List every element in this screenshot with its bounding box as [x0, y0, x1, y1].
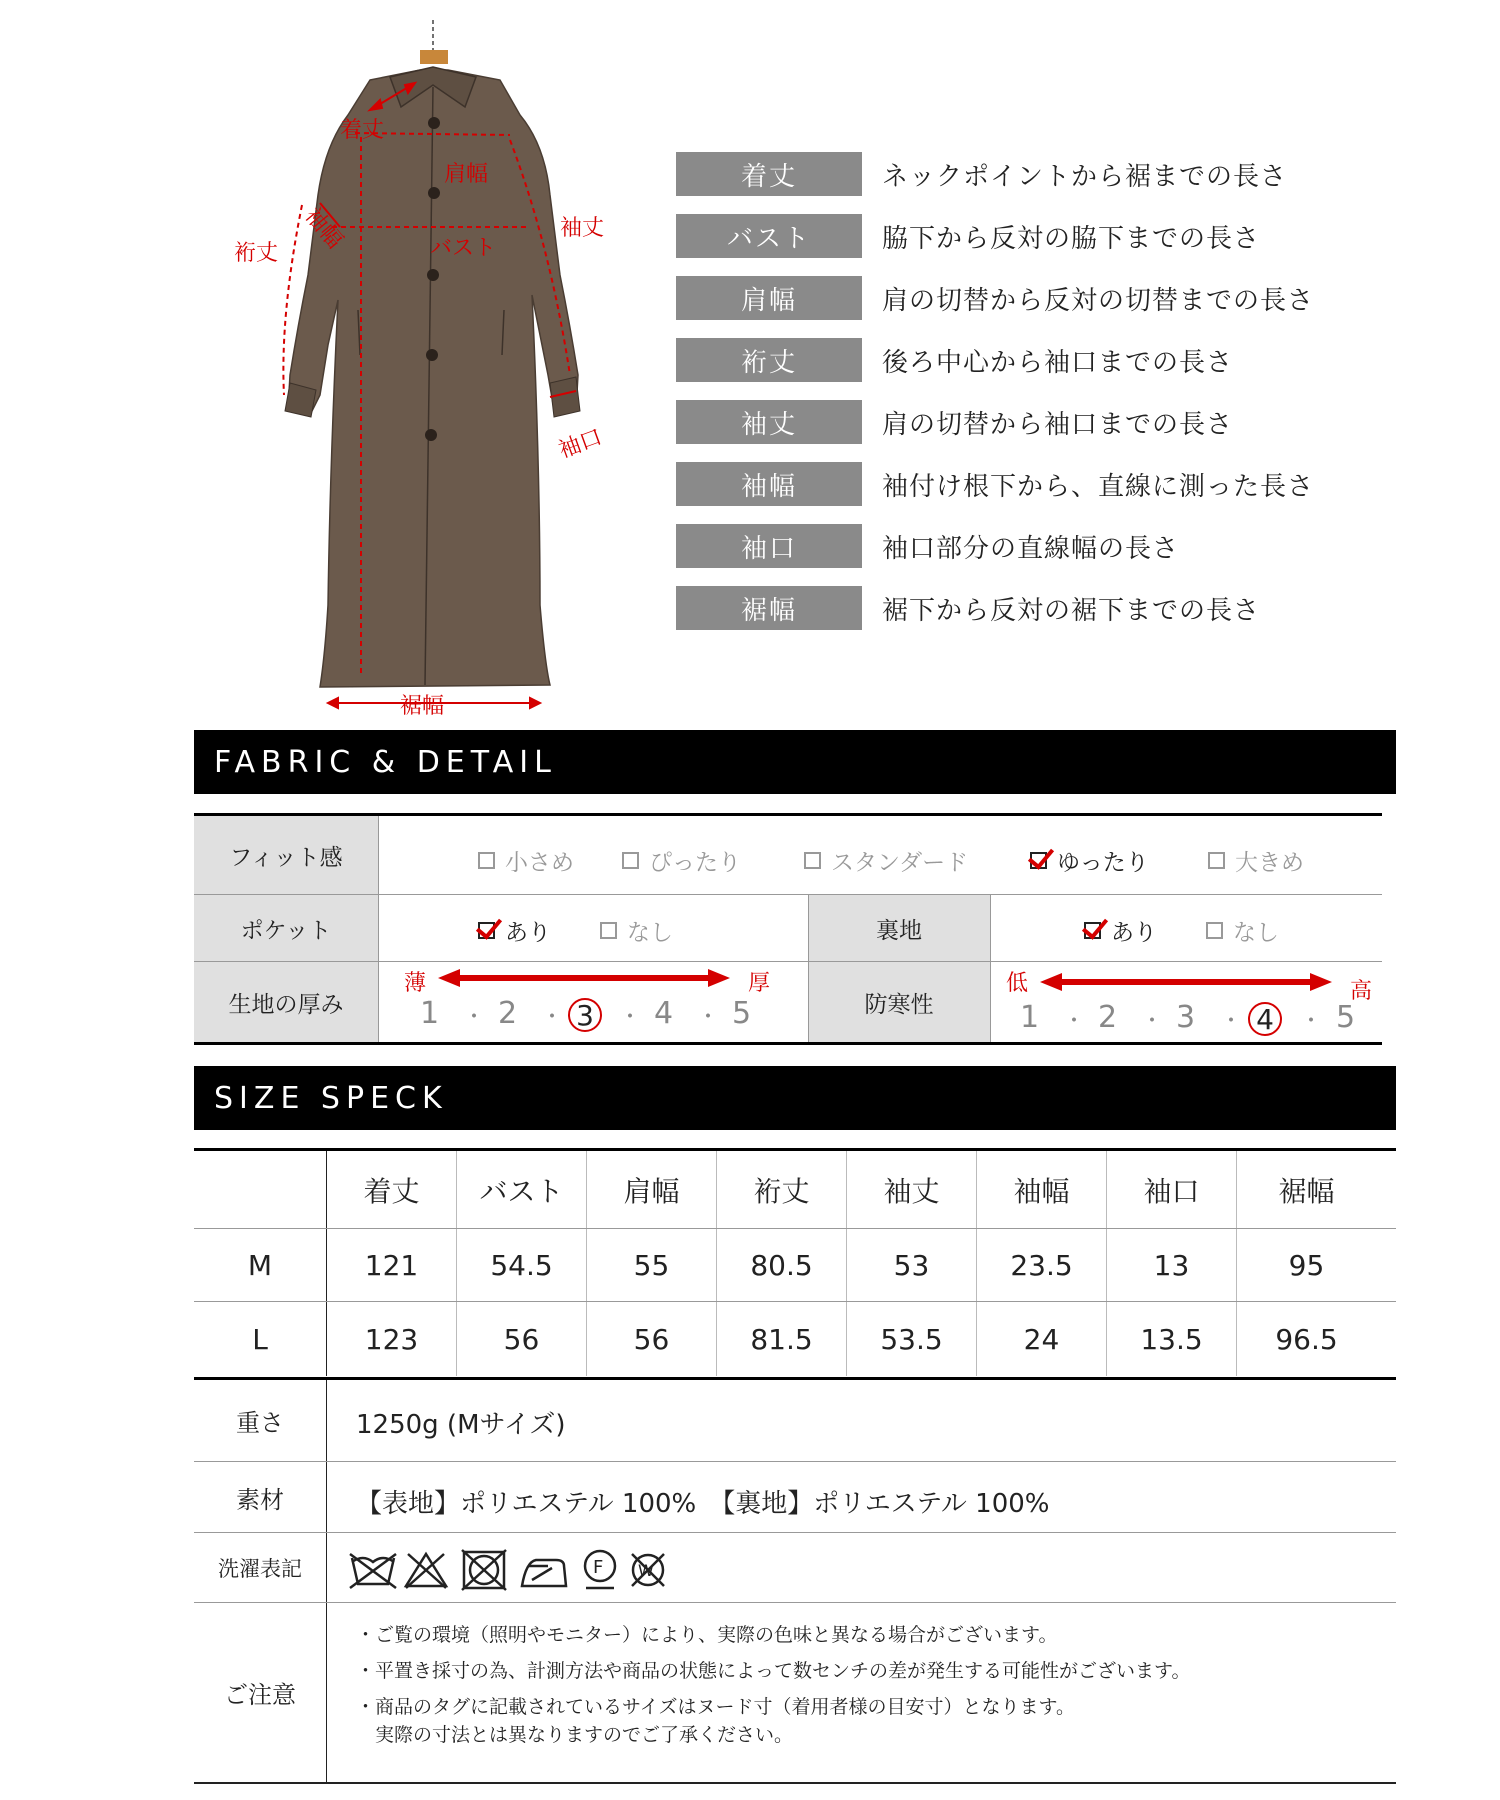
weight-value: 1250g (Mサイズ): [356, 1410, 566, 1440]
warmth-scale-value: 1: [1020, 1000, 1040, 1035]
legend-term: 裾幅: [676, 586, 862, 630]
checkbox-checked-icon: [1030, 852, 1047, 869]
legend-desc: 脇下から反対の脇下までの長さ: [882, 223, 1261, 254]
scale-separator: ・: [463, 1005, 486, 1030]
checkbox-checked-icon: [1084, 922, 1101, 939]
size-header-cell: [194, 1151, 326, 1228]
legend-row: [676, 462, 1316, 506]
legend-desc: 肩の切替から反対の切替までの長さ: [882, 285, 1315, 316]
legend-term: 袖丈: [676, 400, 862, 444]
legend-row: [676, 152, 1316, 196]
lining-option-label: なし: [1233, 920, 1279, 946]
lining-label: 裏地: [808, 895, 990, 961]
weight-label: 重さ: [236, 1409, 284, 1437]
size-cell: 23.5: [976, 1229, 1106, 1301]
legend-term: バスト: [676, 214, 862, 258]
pocket-option[interactable]: [600, 914, 673, 947]
thickness-label: 生地の厚み: [194, 962, 378, 1042]
mannequin-neck-icon: [420, 50, 448, 64]
warmth-high-label: 高: [1350, 979, 1373, 1004]
size-spec-header: SIZE SPECK: [194, 1066, 1396, 1130]
size-cell: 24: [976, 1302, 1106, 1376]
size-header-cell: 袖口: [1106, 1151, 1236, 1228]
thickness-scale-value: 1: [420, 996, 440, 1031]
fit-option[interactable]: [622, 844, 741, 877]
warmth-label: 防寒性: [808, 962, 990, 1042]
iron-low-icon: [522, 1560, 566, 1586]
checkbox-icon: [622, 852, 639, 869]
dry-clean-f-icon: [585, 1551, 615, 1588]
legend-desc: 肩の切替から袖口までの長さ: [882, 409, 1234, 440]
no-tumble-dry-icon: [462, 1550, 506, 1590]
size-cell: 56: [456, 1302, 586, 1376]
warmth-arrow-icon: [1036, 970, 1336, 994]
legend-row: [676, 338, 1316, 382]
checkbox-checked-icon: [478, 922, 495, 939]
scale-separator: ・: [1063, 1009, 1086, 1034]
legend-desc: 袖口部分の直線幅の長さ: [882, 533, 1180, 564]
size-header-cell: 袖丈: [846, 1151, 976, 1228]
scale-separator: ・: [1141, 1009, 1164, 1034]
thickness-scale-value: 4: [654, 996, 674, 1031]
legend-term: 裄丈: [676, 338, 862, 382]
size-cell: 55: [586, 1229, 716, 1301]
warmth-scale-selected: 4: [1248, 1002, 1282, 1036]
legend-desc: ネックポイントから裾までの長さ: [882, 161, 1288, 192]
pocket-option[interactable]: [478, 914, 551, 947]
no-bleach-icon: [406, 1554, 446, 1588]
scale-separator: ・: [1220, 1009, 1243, 1034]
size-cell: 13: [1106, 1229, 1236, 1301]
fit-option-label: 大きめ: [1235, 850, 1304, 876]
fit-label: フィット感: [194, 816, 378, 894]
legend-term: 袖口: [676, 524, 862, 568]
scale-separator: ・: [697, 1005, 720, 1030]
size-header-cell: 袖幅: [976, 1151, 1106, 1228]
lining-option[interactable]: [1084, 914, 1157, 947]
material-label: 素材: [236, 1485, 284, 1514]
size-cell: 95: [1236, 1229, 1376, 1301]
fabric-detail-header: FABRIC & DETAIL: [194, 730, 1396, 794]
thickness-arrow-icon: [434, 966, 734, 990]
thickness-scale-value: 5: [732, 996, 752, 1031]
notice-1: ・ご覧の環境（照明やモニター）により、実際の色味と異なる場合がございます。: [356, 1624, 1058, 1646]
size-table-header: [194, 1151, 1396, 1228]
size-table: [194, 1148, 1396, 1356]
warmth-low-label: 低: [1006, 971, 1029, 996]
size-table-row: [194, 1229, 1396, 1301]
label-kitake: 着丈: [340, 118, 385, 143]
scale-separator: ・: [1300, 1009, 1323, 1034]
size-header-cell: 裄丈: [716, 1151, 846, 1228]
scale-separator: ・: [541, 1005, 564, 1030]
coat-body: [288, 70, 578, 687]
size-table-row: [194, 1302, 1396, 1376]
checkbox-icon: [478, 852, 495, 869]
notice-2: ・平置き採寸の為、計測方法や商品の状態によって数センチの差が発生する可能性がございます。: [356, 1660, 1191, 1682]
no-wash-icon: [350, 1554, 396, 1588]
checkbox-icon: [1208, 852, 1225, 869]
size-cell: M: [247, 1248, 273, 1282]
fit-option[interactable]: [1208, 844, 1304, 877]
checkbox-icon: [804, 852, 821, 869]
no-wet-clean-icon: [632, 1554, 664, 1586]
legend-row: [676, 276, 1316, 320]
label-yukitake: 裄丈: [234, 241, 279, 266]
coat-diagram: [220, 15, 630, 725]
pocket-label: ポケット: [194, 895, 378, 961]
size-cell: 56: [586, 1302, 716, 1376]
notice-4: 実際の寸法とは異なりますのでご了承ください。: [356, 1724, 794, 1746]
size-cell: L: [252, 1322, 268, 1356]
care-label: 洗濯表記: [218, 1556, 302, 1581]
checkbox-icon: [1206, 922, 1223, 939]
size-header-cell: 肩幅: [586, 1151, 716, 1228]
svg-text:W: W: [638, 1561, 654, 1580]
fit-option[interactable]: [804, 844, 968, 877]
pocket-option-label: あり: [505, 920, 551, 946]
size-cell: 96.5: [1236, 1302, 1376, 1376]
thickness-scale-selected: 3: [568, 998, 602, 1032]
legend-term: 肩幅: [676, 276, 862, 320]
label-sodeguchi: 袖口: [555, 424, 606, 464]
fit-option-label: ぴったり: [649, 850, 741, 876]
label-sodetake: 袖丈: [560, 216, 605, 241]
lining-option[interactable]: [1206, 914, 1279, 947]
fabric-detail-table: [194, 813, 1382, 1045]
legend-row: [676, 400, 1316, 444]
warmth-scale-value: 2: [1098, 1000, 1118, 1035]
thickness-high-label: 厚: [748, 971, 771, 996]
material-value: 【表地】ポリエステル 100% 【裏地】ポリエステル 100%: [356, 1489, 1050, 1519]
legend-term: 着丈: [676, 152, 862, 196]
warmth-scale-value: 5: [1336, 1000, 1356, 1035]
legend-row: [676, 524, 1316, 568]
warmth-scale-value: 3: [1176, 1000, 1196, 1035]
legend-row: [676, 214, 1316, 258]
size-cell: 53.5: [846, 1302, 976, 1376]
legend-desc: 裾下から反対の裾下までの長さ: [882, 595, 1261, 626]
size-cell: 13.5: [1106, 1302, 1236, 1376]
size-cell: 121: [326, 1229, 456, 1301]
size-cell: 53: [846, 1229, 976, 1301]
checkbox-icon: [600, 922, 617, 939]
size-header-cell: 着丈: [326, 1151, 456, 1228]
care-icons: [348, 1548, 668, 1592]
legend-desc: 後ろ中心から袖口までの長さ: [882, 347, 1234, 378]
label-sodehaba: 袖幅: [299, 203, 348, 254]
label-susohaba: 裾幅: [400, 694, 445, 719]
fit-option[interactable]: [478, 844, 574, 877]
thickness-low-label: 薄: [404, 971, 427, 996]
legend-term: 袖幅: [676, 462, 862, 506]
fit-option-label: スタンダード: [831, 850, 969, 876]
fit-option[interactable]: [1030, 844, 1149, 877]
size-cell: 80.5: [716, 1229, 846, 1301]
legend-row: [676, 586, 1316, 630]
label-katahaba: 肩幅: [444, 162, 489, 187]
notice-3: ・商品のタグに記載されているサイズはヌード寸（着用者様の目安寸）となります。: [356, 1696, 1075, 1718]
scale-separator: ・: [619, 1005, 642, 1030]
label-bust: バスト: [430, 236, 497, 261]
thickness-scale-value: 2: [498, 996, 518, 1031]
size-cell: 81.5: [716, 1302, 846, 1376]
notice-label: ご注意: [224, 1681, 296, 1709]
lining-option-label: あり: [1111, 920, 1157, 946]
legend-desc: 袖付け根下から、直線に測った長さ: [882, 471, 1315, 502]
size-header-cell: 裾幅: [1236, 1151, 1376, 1228]
size-cell: 54.5: [456, 1229, 586, 1301]
size-header-cell: バスト: [456, 1151, 586, 1228]
fit-option-label: 小さめ: [505, 850, 574, 876]
fit-option-label: ゆったり: [1057, 850, 1149, 876]
size-cell: 123: [326, 1302, 456, 1376]
pocket-option-label: なし: [627, 920, 673, 946]
svg-text:F: F: [593, 1557, 604, 1578]
